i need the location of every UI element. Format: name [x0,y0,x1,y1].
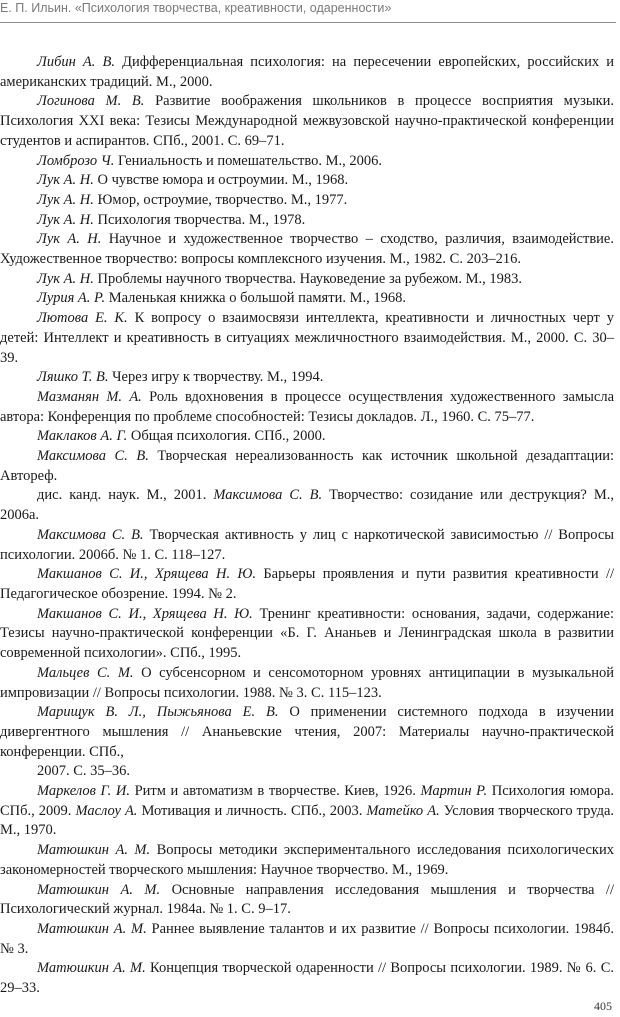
reference-text: О субсенсорном и сенсомоторном уровнях антиципации в музыкальной импровизации // Вопросы психологии. 1988. № 3. С. 115–123. [0,664,614,701]
reference-text: Через игру к творчеству. М., 1994. [112,369,324,386]
reference-text: Барьеры проявления и пути развития креативности // Педагогическое обозрение. 1994. № 2. [0,566,615,602]
reference-author: Макшанов С. И., Хрящева Н. Ю. [37,566,256,583]
reference-entry [0,211,614,231]
reference-text: К вопросу о взаимосвязи интеллекта, креативности и личностных черт у детей: Интеллект и креативность в ситуациях межличностного взаимодействия. М., 2000. С. 30–39. [0,310,614,366]
reference-text: Раннее выявление талантов и их развитие // Вопросы психологии. 1984б. № 3. [0,920,614,957]
reference-entry [0,565,614,604]
reference-text: Концепция творческой одаренности // Вопросы психологии. 1989. № 6. С. 29–33. [0,960,614,997]
reference-entry [0,270,614,290]
reference-author: Матюшкин А. М. [37,920,147,937]
reference-text: Основные направления исследования мышления и творчества // Психологический журнал. 1984а. № 1. С. 9–17. [0,881,614,918]
reference-entry [0,664,614,703]
reference-text: Творческая активность у лиц с наркотической зависимостью // Вопросы психологии. 2006б. № 1. С. 118–127. [0,526,615,563]
reference-author: Либин А. В. [37,54,116,70]
reference-entry [0,605,614,664]
reference-text: Ритм и автоматизм в творчестве. Киев, 1926. [134,783,416,800]
reference-entry [0,881,614,920]
reference-author: Ломброзо Ч. [37,152,115,169]
reference-text: Маленькая книжка о большой памяти. М., 1968. [108,290,406,307]
reference-entry [0,782,614,841]
reference-text: Научное и художественное творчество – сходство, различия, взаимодействие. Художественное творчество: вопросы комплексного изучения. М., 1982. С. 203–216. [0,231,614,268]
reference-text: Проблемы научного творчества. Науковедение за рубежом. М., 1983. [97,270,522,287]
reference-author: Максимова С. В. [213,487,323,504]
reference-entry [0,230,614,269]
reference-author: Маклаков А. Г. [37,428,128,445]
reference-entry [0,53,614,92]
reference-text: О чувстве юмора и остроумии. М., 1968. [97,172,349,189]
reference-author: Матюшкин А. М. [37,842,151,859]
reference-entry [0,486,614,525]
reference-author: Лютова Е. К. [37,310,128,327]
reference-text: Творческая нереализованность как источник школьной дезадаптации: Автореф. [0,448,614,484]
reference-text: Вопросы методики экспериментального исследования психологических закономерностей творческого мышления: Научное творчество. М., 1969. [0,842,614,878]
reference-author: Матейко А. [366,802,440,819]
reference-text: Творчество: созидание или деструкция? М., 2006а. [0,487,614,524]
reference-entry [0,92,614,151]
reference-text: дис. канд. наук. М., 2001. [37,487,207,504]
header-rule [0,22,616,23]
reference-text: Мотивация и личность. СПб., 2003. [141,802,363,819]
reference-entry [0,447,614,486]
reference-entry [0,152,614,172]
page-number: 405 [594,999,612,1013]
running-head: Е. П. Ильин. «Психология творчества, креативности, одаренности» [0,1,392,15]
reference-author: Лук А. Н. [37,172,94,189]
reference-entry [0,762,614,782]
reference-list [0,53,614,999]
reference-author: Мальцев С. М. [37,664,134,681]
reference-author: Лурия А. Р. [37,290,106,307]
reference-entry [0,526,614,565]
reference-text: Тренинг креативности: основания, задачи, содержание: Тезисы научно-практической конференции «Б. Г. Ананьев и Ленинградская школа в развитии современной психологии». СПб., 1995. [0,605,615,662]
reference-text: Юмор, остроумие, творчество. М., 1977. [97,191,348,208]
reference-author: Ляшко Т. В. [37,369,109,386]
reference-author: Макшанов С. И., Хрящева Н. Ю. [37,605,253,622]
reference-text: Психология творчества. М., 1978. [97,211,306,228]
reference-text: Дифференциальная психология: на пересечении европейских, российских и американских традиций. М., 2000. [0,54,614,90]
reference-author: Маслоу А. [75,802,138,819]
reference-entry [0,959,614,998]
reference-entry [0,920,614,959]
reference-author: Мазманян М. А. [37,388,142,405]
reference-text: О применении системного подхода в изучении дивергентного мышления // Ананьевские чтения, 2007: Материалы научно-практической конференции. СПб., [0,704,615,760]
reference-author: Лук А. Н. [37,270,94,287]
reference-entry [0,289,614,309]
reference-author: Лук А. Н. [37,211,94,228]
reference-text: Развитие воображения школьников в процессе восприятия музыки. Психология XXI века: Тезисы Международной межвузовской научно-практической конференции студентов и аспирантов. СПб., 2001. С. 69–71. [0,93,615,149]
reference-text: Гениальность и помешательство. М., 2006. [117,152,382,169]
reference-entry [0,841,614,880]
reference-author: Матюшкин А. М. [37,960,146,977]
reference-author: Мартин Р. [420,783,488,800]
reference-entry [0,191,614,211]
reference-entry [0,171,614,191]
reference-text: Психология юмора. СПб., 2009. [0,783,615,819]
reference-entry [0,703,614,762]
reference-entry [0,368,614,388]
reference-text: 2007. С. 35–36. [37,763,131,780]
reference-author: Максимова С. В. [37,448,149,465]
reference-author: Маркелов Г. И. [37,783,130,800]
reference-text: Роль вдохновения в процессе осуществления художественного замысла автора: Конференция по проблеме способностей: Тезисы докладов. Л., 1960. С. 75–77. [0,388,615,425]
reference-entry [0,309,614,368]
reference-author: Максимова С. В. [37,526,144,543]
reference-author: Матюшкин А. М. [37,881,161,898]
reference-author: Лук А. Н. [37,191,94,208]
reference-text: Общая психология. СПб., 2000. [130,428,326,445]
reference-author: Марищук В. Л., Пыжьянова Е. В. [37,704,279,721]
reference-author: Логинова М. В. [37,93,145,110]
reference-text: Условия творческого труда. М., 1970. [0,802,615,839]
reference-entry [0,388,614,427]
reference-author: Лук А. Н. [37,231,102,248]
reference-entry [0,427,614,447]
